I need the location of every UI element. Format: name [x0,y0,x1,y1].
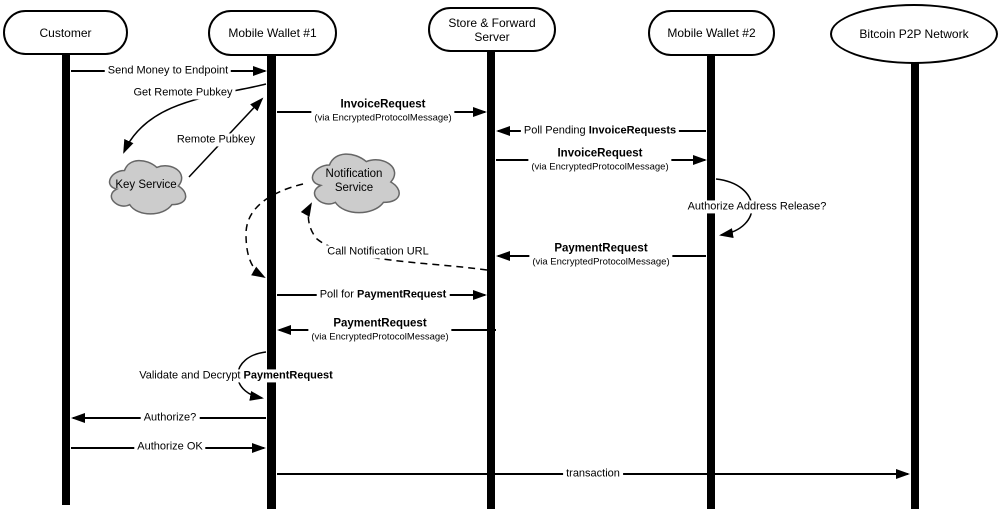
label-invoice-request-1 [311,98,454,123]
lifeline-mobile-wallet-2 [707,52,715,509]
label-invoice-request-2-via: (via EncryptedProtocolMessage) [531,161,669,173]
label-poll-pending-plain: Poll Pending [523,124,589,137]
notification-service-label-line1: Notification [325,168,383,181]
lifeline-bitcoin-p2p-network [911,60,919,509]
participant-mobile-wallet-2 [648,10,775,56]
key-service-label: Key Service [115,179,177,192]
label-authorize-question: Authorize? [141,411,200,424]
lifeline-store-forward-server [487,48,495,509]
arrow-call-notification-url-dashed [308,204,487,270]
label-call-notification-url: Call Notification URL [324,245,431,258]
label-invoice-request-2-title: InvoiceRequest [557,147,643,160]
label-poll-for-payment [317,288,450,301]
lifeline-mobile-wallet-1 [267,52,276,509]
label-poll-for-payment-bold: PaymentRequest [357,288,447,301]
label-poll-for-payment-plain: Poll for [319,288,358,301]
label-poll-pending [521,124,679,137]
participant-bitcoin-p2p-network-label: Bitcoin P2P Network [859,27,969,41]
notification-service-label-line2: Service [334,182,374,194]
label-payment-request-to-server-via: (via EncryptedProtocolMessage) [532,256,670,268]
participant-store-forward-server [428,7,556,52]
participant-customer-label: Customer [39,25,92,40]
label-remote-pubkey: Remote Pubkey [174,133,258,146]
label-authorize-address-release: Authorize Address Release? [685,200,830,213]
label-invoice-request-2 [528,147,671,172]
notification-service-label [326,168,383,196]
participant-mobile-wallet-1 [208,10,337,56]
participant-mobile-wallet-2-label: Mobile Wallet #2 [667,26,756,40]
label-validate-decrypt-bold: PaymentRequest [243,369,333,382]
label-poll-pending-bold: InvoiceRequests [588,124,677,137]
participant-mobile-wallet-1-label: Mobile Wallet #1 [228,26,317,40]
label-invoice-request-1-via: (via EncryptedProtocolMessage) [314,112,452,124]
participant-customer [3,10,128,55]
label-payment-request-to-wallet [308,317,451,342]
label-validate-decrypt [136,369,336,382]
label-validate-decrypt-plain: Validate and Decrypt [139,369,244,382]
label-authorize-ok: Authorize OK [134,440,205,453]
lifeline-customer [62,50,70,505]
label-payment-request-to-server [529,242,672,267]
label-transaction: transaction [563,467,623,480]
label-payment-request-to-wallet-via: (via EncryptedProtocolMessage) [311,331,449,343]
label-payment-request-to-wallet-title: PaymentRequest [333,317,427,330]
participant-store-forward-server-label: Store & Forward Server [448,15,536,44]
label-get-remote-pubkey: Get Remote Pubkey [130,86,235,99]
label-send-money: Send Money to Endpoint [105,64,231,77]
label-payment-request-to-server-title: PaymentRequest [554,242,648,255]
label-invoice-request-1-title: InvoiceRequest [340,98,426,111]
participant-bitcoin-p2p-network [830,4,998,64]
